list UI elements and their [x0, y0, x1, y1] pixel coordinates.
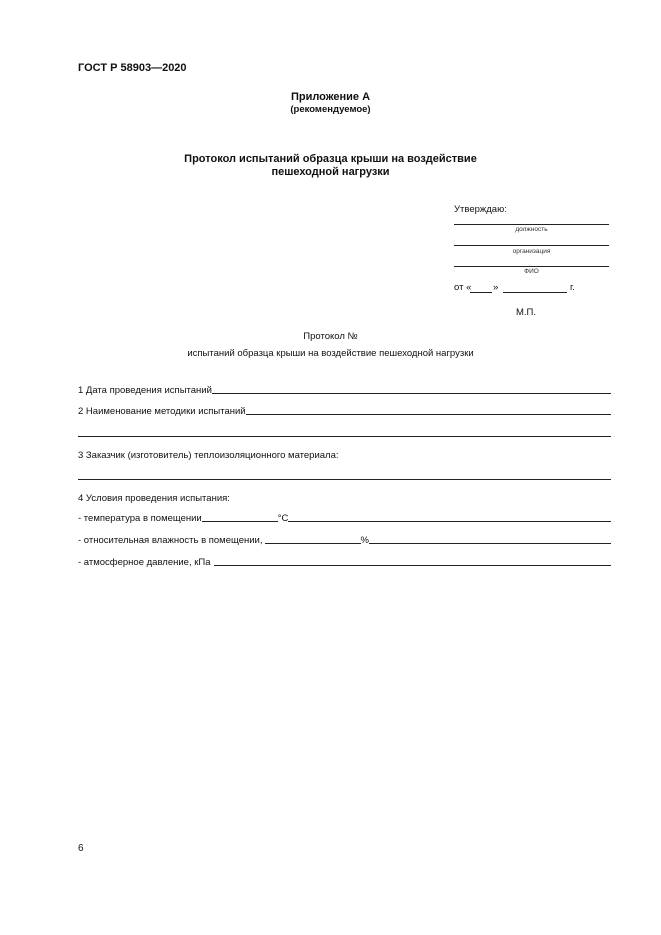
method-continuation-line[interactable] — [78, 436, 611, 437]
position-line — [454, 224, 609, 225]
temperature-field[interactable] — [78, 510, 611, 524]
conditions-heading-row — [78, 490, 611, 504]
seal-label: М.П. — [516, 307, 537, 318]
customer-label: 3 Заказчик (изготовитель) теплоизоляционного материала: — [78, 450, 339, 461]
organization-line — [454, 245, 609, 246]
humidity-unit: % — [360, 535, 369, 546]
appendix-subtitle: (рекомендуемое) — [290, 104, 371, 115]
protocol-subtitle: испытаний образца крыши на воздействие пешеходной нагрузки — [187, 348, 474, 359]
approve-label: Утверждаю: — [454, 204, 507, 215]
standard-code: ГОСТ Р 58903—2020 — [78, 62, 187, 74]
test-date-label: 1 Дата проведения испытаний — [78, 385, 212, 396]
test-date-field[interactable] — [78, 382, 611, 396]
pressure-label: - атмосферное давление, кПа — [78, 557, 211, 568]
document-title-line1: Протокол испытаний образца крыши на воздействие — [184, 153, 477, 165]
pressure-field[interactable] — [78, 554, 611, 568]
document-title-line2: пешеходной нагрузки — [271, 166, 390, 178]
fio-line — [454, 266, 609, 267]
temperature-unit: °С — [277, 513, 289, 524]
date-from-label: от « — [454, 282, 472, 293]
organization-caption: организация — [512, 248, 551, 255]
test-date-line[interactable] — [212, 393, 611, 394]
humidity-rest-line[interactable] — [369, 543, 611, 544]
temperature-label: - температура в помещении — [78, 513, 202, 524]
date-day-line — [470, 292, 492, 293]
appendix-title: Приложение А — [290, 91, 371, 103]
date-year-label: г. — [570, 282, 575, 293]
date-quote-close: » — [493, 282, 499, 293]
humidity-field[interactable] — [78, 532, 611, 546]
fio-caption: ФИО — [524, 268, 539, 275]
position-caption: должность — [515, 226, 548, 233]
protocol-number-label: Протокол № — [303, 331, 358, 342]
method-label: 2 Наименование методики испытаний — [78, 406, 246, 417]
method-field[interactable] — [78, 403, 611, 417]
temperature-rest-line[interactable] — [288, 521, 611, 522]
method-line[interactable] — [246, 414, 611, 415]
humidity-label: - относительная влажность в помещении, — [78, 535, 263, 546]
customer-field — [78, 447, 611, 461]
humidity-line[interactable] — [265, 543, 361, 544]
customer-line[interactable] — [78, 479, 611, 480]
temperature-line[interactable] — [202, 521, 278, 522]
conditions-label: 4 Условия проведения испытания: — [78, 493, 230, 504]
pressure-line[interactable] — [214, 565, 612, 566]
date-month-line — [503, 292, 567, 293]
page-number: 6 — [78, 843, 84, 854]
